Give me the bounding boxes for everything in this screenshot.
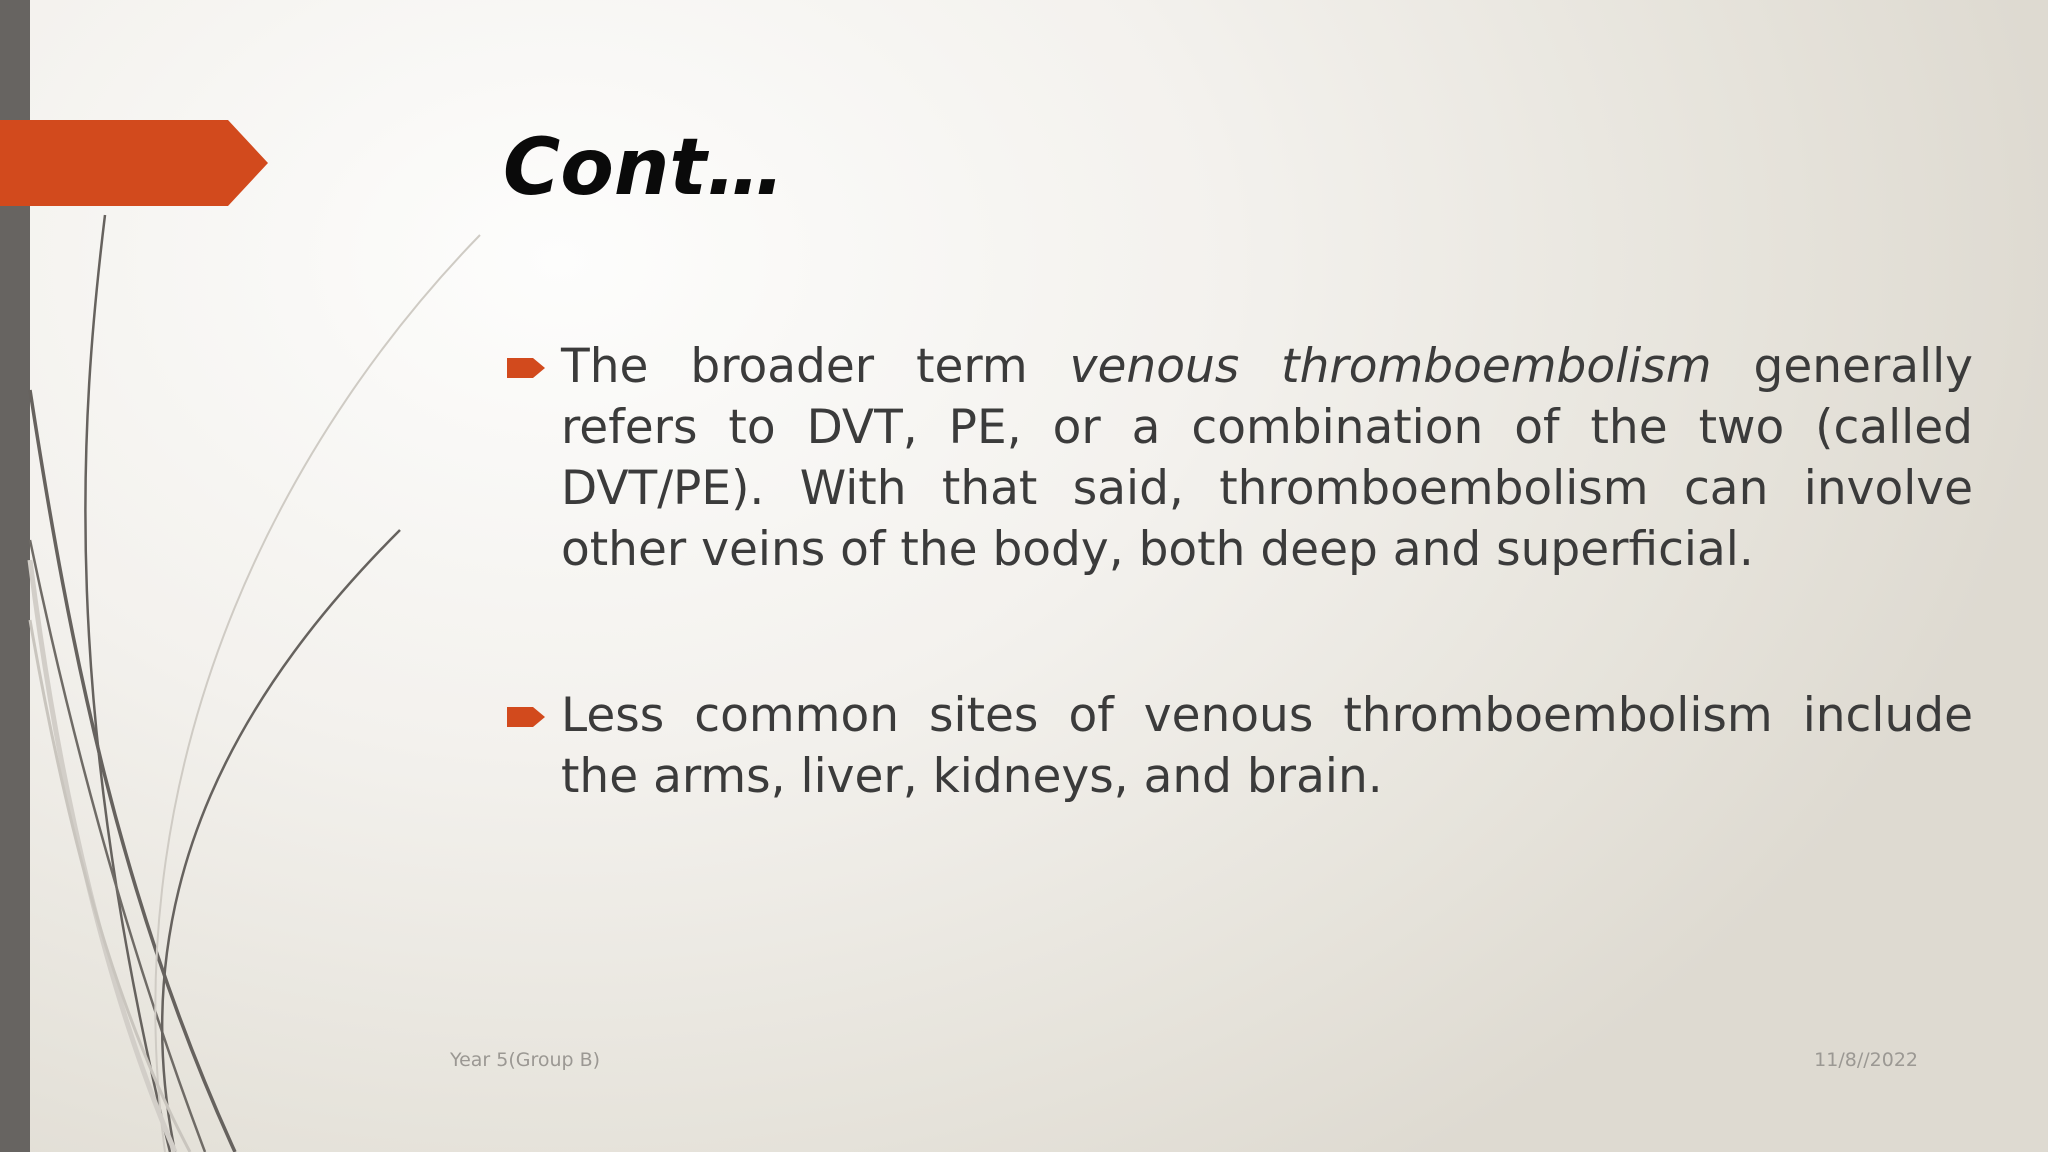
bullet-list: [503, 336, 1973, 912]
bullet-text: Less common sites of venous thromboembolism include the arms, liver, kidneys, and brain.: [561, 688, 1973, 804]
bullet-text: The broader term: [561, 339, 1070, 394]
bullet-item: [503, 336, 1973, 580]
arrow-banner-icon: [0, 120, 270, 206]
bullet-item: [503, 685, 1973, 807]
arrow-bullet-icon: [507, 356, 547, 380]
footer-date: 11/8//2022: [1814, 1049, 1918, 1071]
arrow-bullet-icon: [507, 705, 547, 729]
bullet-text: generally refers to DVT, PE, or a combination of the two (called DVT/PE). With that said, thromboembolism can involve other veins of the body, both deep and superficial.: [561, 339, 1973, 577]
bullet-text-italic: venous thromboembolism: [1069, 339, 1712, 394]
footer-group-label: Year 5(Group B): [450, 1049, 601, 1071]
arrow-banner-shape: [0, 120, 268, 206]
slide-title: Cont…: [503, 123, 785, 213]
